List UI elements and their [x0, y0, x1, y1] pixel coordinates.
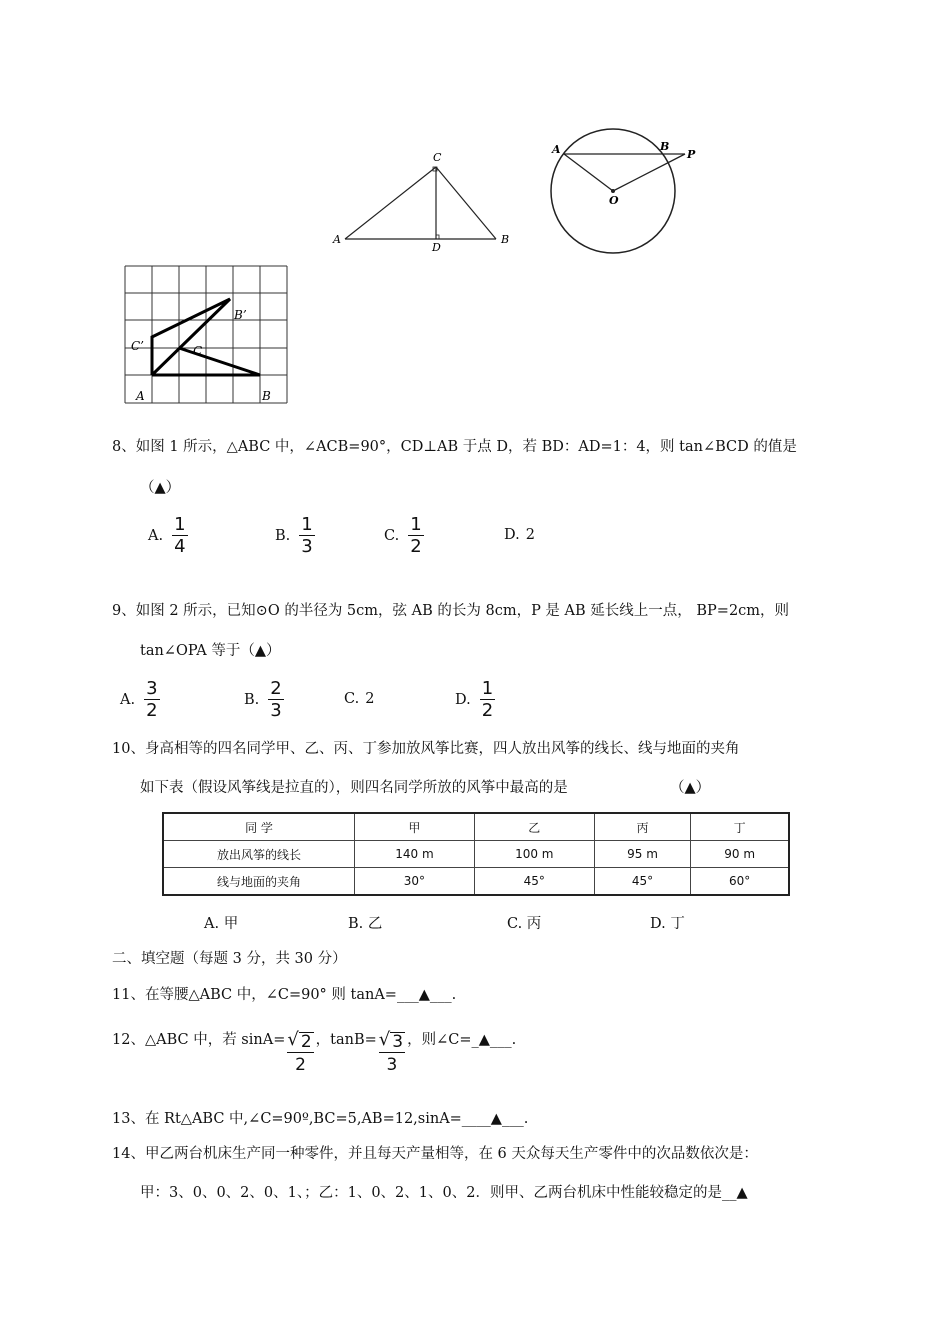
grid-figure — [118, 262, 298, 408]
grid-label-c: C — [193, 344, 203, 358]
triangle-label-a: A — [333, 233, 341, 246]
q10-line2: 如下表（假设风筝线是拉直的），则四名同学所放的风筝中最高的是 — [140, 780, 568, 796]
q14-line1: 14、甲乙两台机床生产同一种零件，并且每天产量相等，在 6 天众每天生产零件中的次品数依次是： — [112, 1146, 758, 1162]
q10-option-a[interactable]: A. 甲 — [204, 916, 239, 932]
q8-option-b[interactable]: B. $\frac{1}{3}$ — [275, 514, 313, 557]
q8-line2: （▲） — [140, 480, 181, 496]
q8-option-c[interactable]: C. $\frac{1}{2}$ — [384, 514, 422, 557]
q8-option-d[interactable]: D. 2 — [504, 527, 535, 543]
triangle-label-c: C — [433, 151, 442, 164]
circle-label-b: B — [660, 140, 670, 153]
sina-fraction: √ 2 2 — [287, 1029, 312, 1075]
q8-line1: 8、如图 1 所示，△ABC 中，∠ACB=90°，CD⊥AB 于点 D，若 BD：AD=1：4，则 tan∠BCD 的值是 — [112, 439, 797, 455]
q12: 12、△ABC 中，若 sinA= √ 2 2 ，tanB= √ 3 3 ，则∠C=_▲___. — [112, 1029, 517, 1075]
q14-line2: 甲：3、0、0、2、0、1、；乙：1、0、2、1、0、2．则甲、乙两台机床中性能较稳定的是__▲ — [140, 1185, 748, 1201]
grid-label-b: B — [262, 389, 271, 403]
q10-answer: （▲） — [670, 780, 711, 796]
kite-table — [162, 812, 790, 896]
table-row: 放出风筝的线长 140 m 100 m 95 m 90 m — [163, 841, 789, 868]
triangle-label-d: D — [432, 241, 441, 254]
circle-label-o: O — [609, 194, 619, 207]
q13: 13、在 Rt△ABC 中,∠C=90º,BC=5,AB=12,sinA=____▲___. — [112, 1111, 529, 1127]
q10-option-b[interactable]: B. 乙 — [348, 916, 383, 932]
circle-label-a: A — [552, 143, 561, 156]
tanb-fraction: √ 3 3 — [378, 1029, 404, 1075]
q9-option-b[interactable]: B. $\frac{2}{3}$ — [244, 678, 282, 721]
grid-label-bprime: B’ — [234, 308, 247, 322]
section-heading: 二、填空题（每题 3 分，共 30 分） — [112, 951, 347, 967]
q10-option-d[interactable]: D. 丁 — [650, 916, 685, 932]
grid-label-cprime: C’ — [131, 339, 144, 353]
q9-option-a[interactable]: A. $\frac{3}{2}$ — [120, 678, 158, 721]
triangle-figure — [325, 145, 525, 255]
q10-line1: 10、身高相等的四名同学甲、乙、丙、丁参加放风筝比赛，四人放出风筝的线长、线与地面的夹角 — [112, 741, 740, 757]
q10-option-c[interactable]: C. 丙 — [507, 916, 542, 932]
circle-label-p: P — [687, 148, 696, 161]
q11: 11、在等腰△ABC 中，∠C=90° 则 tanA=___▲___. — [112, 987, 457, 1003]
q9-option-d[interactable]: D. $\frac{1}{2}$ — [455, 678, 494, 721]
q9-line2: tan∠OPA 等于（▲） — [140, 643, 281, 659]
q8-option-a[interactable]: A. $\frac{1}{4}$ — [148, 514, 186, 557]
triangle-label-b: B — [501, 233, 510, 246]
table-row: 同 学 甲 乙 丙 丁 — [163, 813, 789, 841]
circle-figure — [542, 120, 702, 260]
q9-option-c[interactable]: C. 2 — [344, 691, 375, 707]
grid-label-a: A — [136, 389, 145, 403]
q9-line1: 9、如图 2 所示，已知⊙O 的半径为 5cm，弦 AB 的长为 8cm，P 是 AB 延长线上一点， BP=2cm，则 — [112, 603, 790, 619]
table-row: 线与地面的夹角 30° 45° 45° 60° — [163, 868, 789, 896]
